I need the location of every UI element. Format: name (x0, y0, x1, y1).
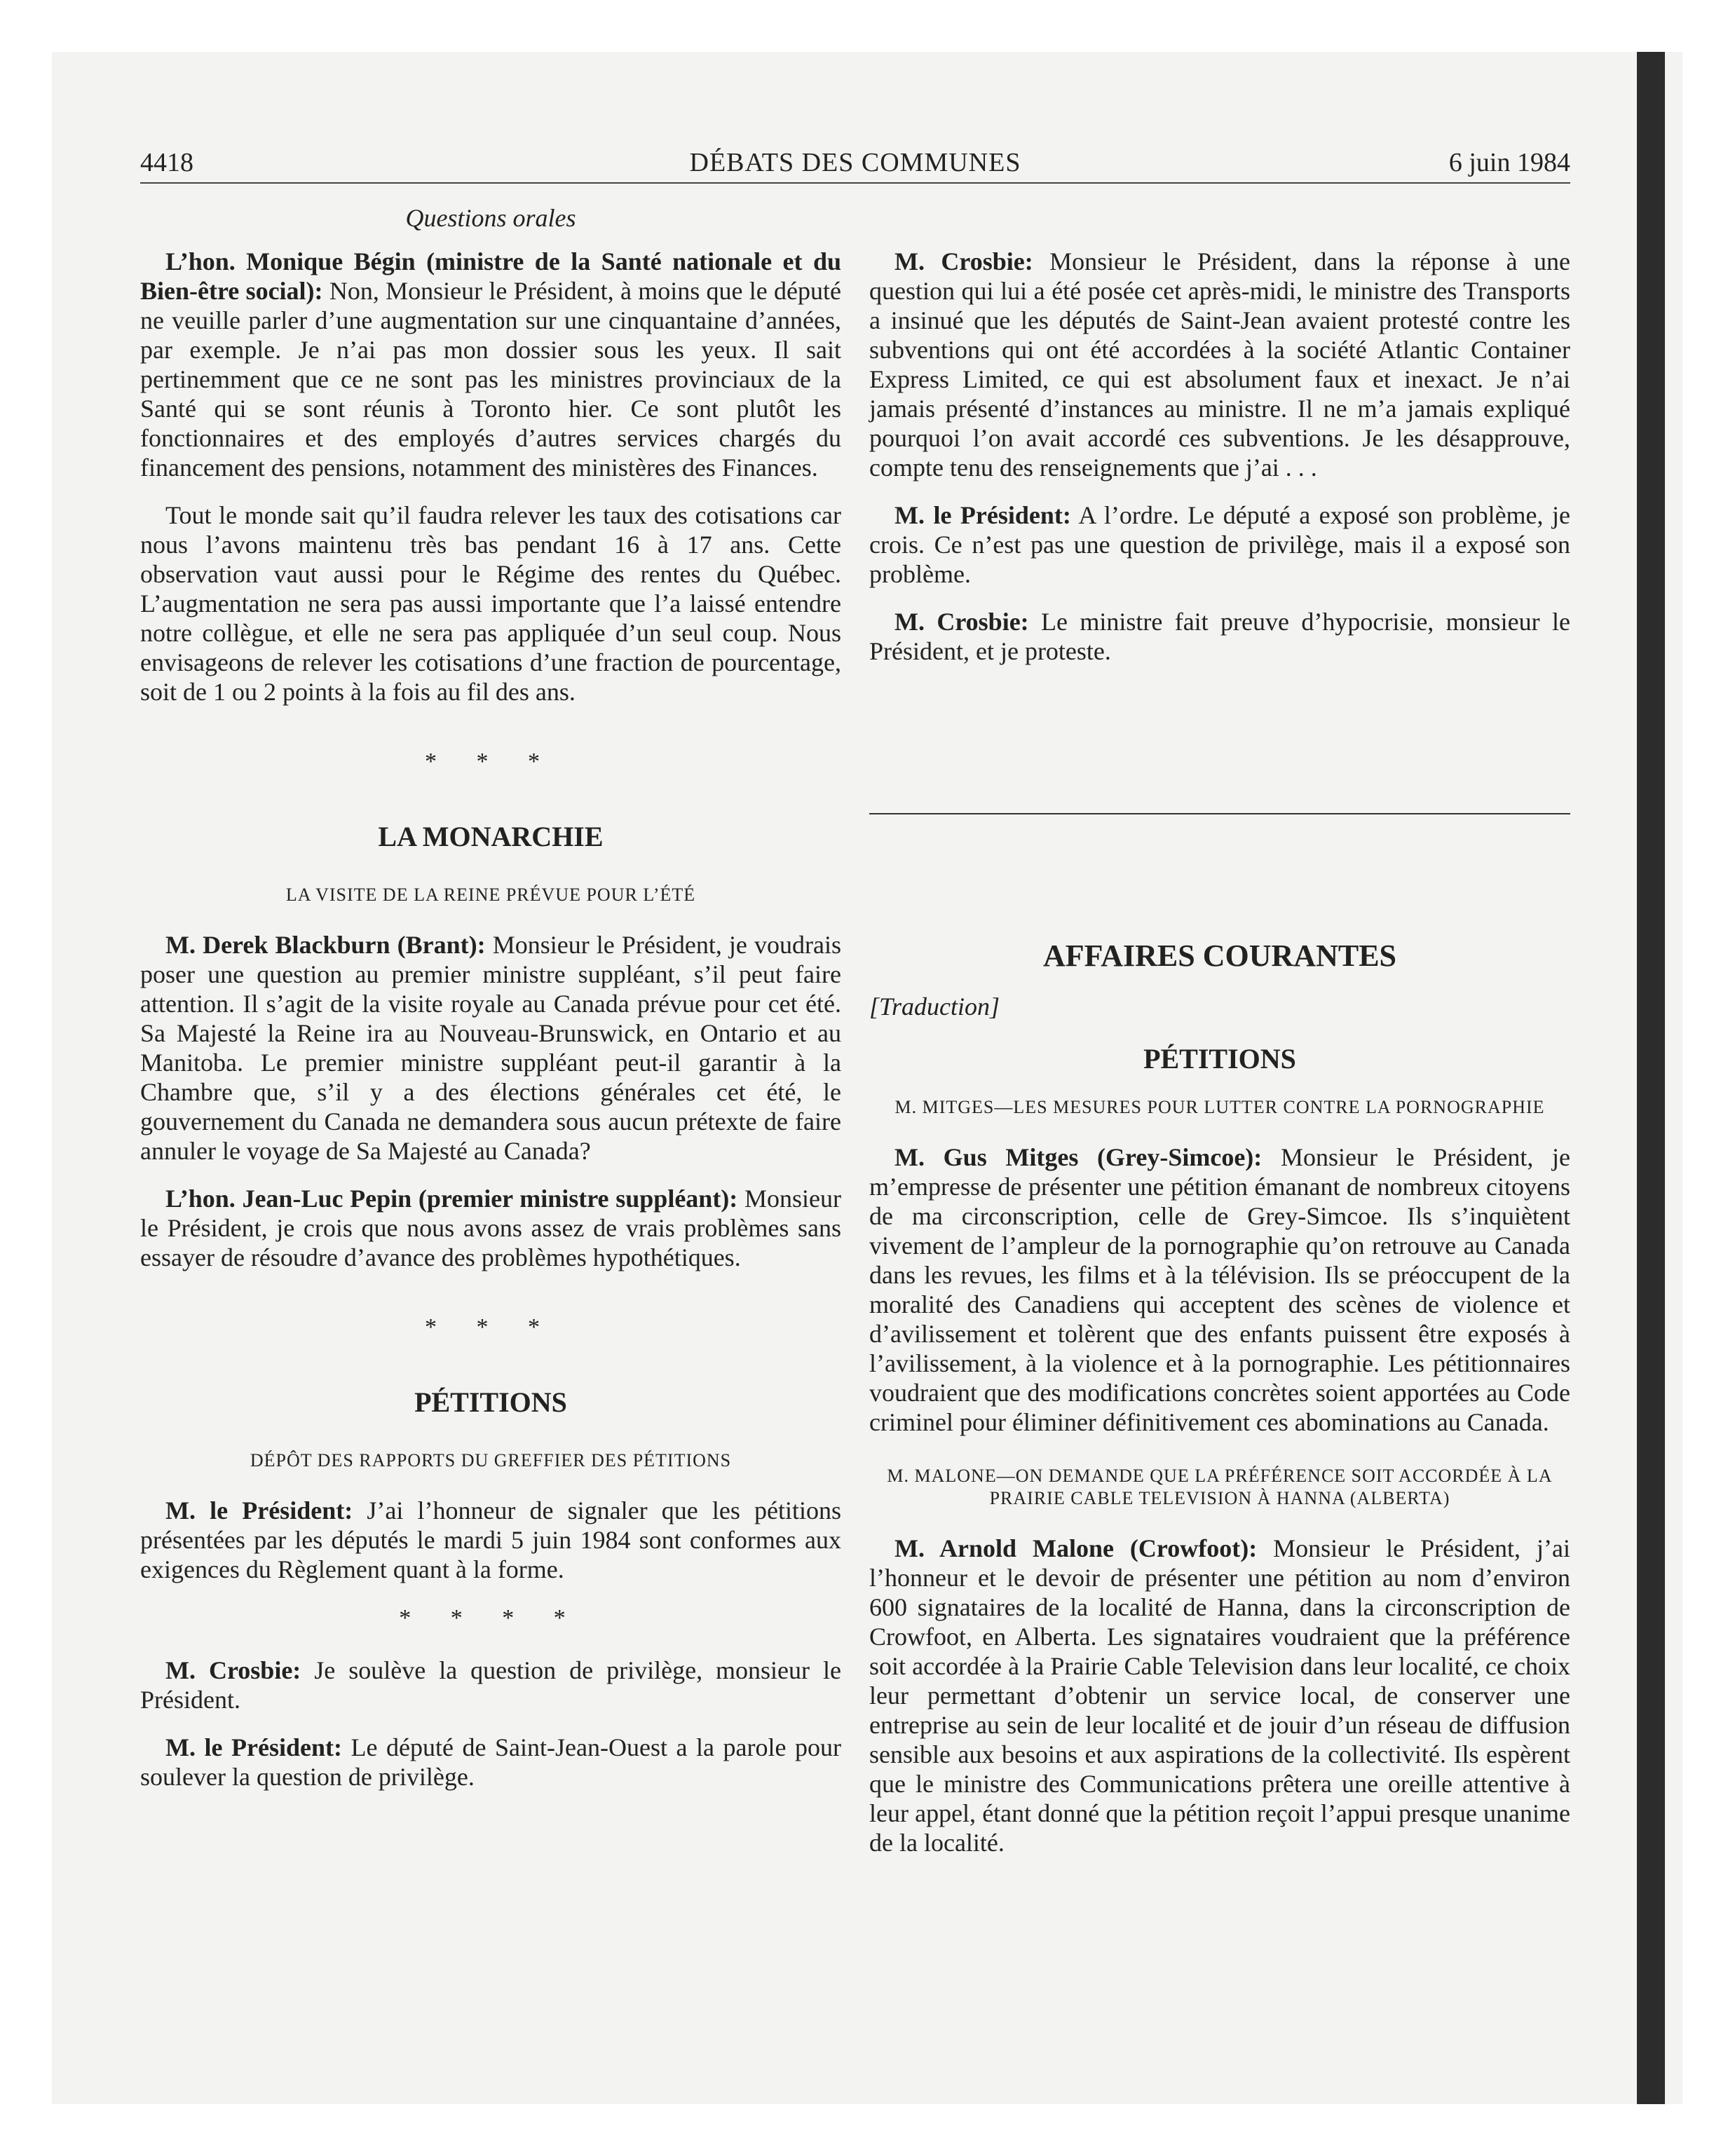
speech: Non, Monsieur le Président, à moins que le député ne veuille parler d’une augmentation sur une cinquantaine d’années, par exemple. Je n’ai pas mon dossier sous les yeux. Il sait pertinemment que ce ne sont pas les ministres provinciaux de la Santé qui se sont réunis à Toronto hier. Ce sont plutôt les fonctionnaires et des employés d’autres services chargés du financement des pensions, notamment des ministères des Finances. (140, 277, 842, 482)
section-title: Questions orales (405, 204, 576, 232)
subheading: M. MALONE—ON DEMANDE QUE LA PRÉFÉRENCE SOIT ACCORDÉE À LA PRAIRIE CABLE TELEVISION À HANNA (ALBERTA) (887, 1466, 1553, 1508)
section-separator: * * * * (399, 1605, 583, 1631)
speech: A l’ordre. Le député a exposé son problème, je crois. Ce n’est pas une question de privilège, mais il a exposé son problème. (869, 501, 1570, 588)
paragraph (869, 1534, 1570, 1857)
heading-monarchie: LA MONARCHIE (378, 821, 604, 852)
speaker: M. Gus Mitges (Grey-Simcoe): (894, 1143, 1263, 1171)
paragraph (140, 1733, 841, 1792)
section-separator: * * * (425, 749, 557, 775)
speaker: L’hon. Monique Bégin (ministre de la Santé nationale et du Bien-être social): (140, 247, 841, 305)
speech: Monsieur le Président, je voudrais poser une question au premier ministre suppléant, s’il peut faire attention. Il s’agit de la visite royale au Canada prévue pour cet été. Sa Majesté la Reine ira au Nouveau-Brunswick, en Ontario et au Manitoba. Le premier ministre suppléant peut-il garantir à la Chambre que, s’il y a des élections générales cet été, le gouvernement du Canada ne demandera sous aucun prétexte de faire annuler le voyage de Sa Majesté au Canada? (140, 931, 841, 1165)
speaker: M. Derek Blackburn (Brant): (165, 931, 486, 959)
heading-petitions: PÉTITIONS (1143, 1043, 1296, 1074)
paragraph (869, 500, 1570, 589)
speech: Monsieur le Président, je crois que nous avons assez de vrais problèmes sans essayer de résoudre d’avance des problèmes hypothétiques. (140, 1185, 841, 1271)
paragraph (140, 1184, 841, 1272)
subheading: DÉPÔT DES RAPPORTS DU GREFFIER DES PÉTITIONS (250, 1450, 732, 1471)
speaker: M. le Président: (894, 501, 1071, 529)
speaker: M. le Président: (165, 1496, 353, 1524)
speech: Monsieur le Président, je m’empresse de présenter une pétition émanant de nombreux citoyens de ma circonscription, celle de Grey-Simcoe. Ils s’inquiètent vivement de l’ampleur de la pornographie qu’on retrouve au Canada dans les revues, les films et à la télévision. Ils se préoccupent de la moralité des Canadiens qui acceptent des scènes de violence et d’avilissement et tolèrent que des enfants puissent être exposés à l’avilissement, à la violence et à la pornographie. Les pétitionnaires voudraient que des modifications concrètes soient apportées au Code criminel pour éliminer définitivement ces abominations au Canada. (869, 1143, 1571, 1436)
header-rule (140, 182, 1570, 184)
scan-edge (1637, 52, 1665, 2104)
paragraph (140, 930, 841, 1166)
speech: Monsieur le Président, j’ai l’honneur et le devoir de présenter une pétition au nom d’environ 600 signataires de la localité de Hanna, dans la circonscription de Crowfoot, en Alberta. Les signataires voudraient que la préférence soit accordée à la Prairie Cable Television dans leur localité, ce choix leur permettant d’obtenir un service local, de conserver une entreprise au sein de leur localité et de jouir d’un réseau de diffusion sensible aux besoins et aux aspirations de la collectivité. Ils espèrent que le ministre des Communications prêtera une oreille attentive à leur appel, étant donné que la pétition reçoit l’appui presque unanime de la localité. (869, 1534, 1571, 1857)
speech: Je soulève la question de privilège, monsieur le Président. (140, 1656, 841, 1714)
speaker: M. Crosbie: (894, 247, 1033, 275)
page-header (140, 147, 1570, 184)
paragraph (869, 607, 1570, 666)
page-number: 4418 (140, 148, 193, 177)
heading-affaires-courantes: AFFAIRES COURANTES (1042, 939, 1397, 973)
paragraph (869, 247, 1570, 482)
speaker: M. Arnold Malone (Crowfoot): (894, 1534, 1258, 1562)
speech: Monsieur le Président, dans la réponse à une question qui lui a été posée cet après-midi, le ministre des Transports a insinué que les députés de Saint-Jean avaient protesté contre les subventions qui ont été accordées à la société Atlantic Container Express Limited, ce qui est absolument faux et inexact. Je n’ai jamais présenté d’instances au ministre. Il ne m’a jamais expliqué pourquoi l’on avait accordé ces subventions. Je les désapprouve, compte tenu des renseignements que j’ai . . . (869, 247, 1570, 482)
left-column (140, 203, 841, 1792)
subheading: M. MITGES—LES MESURES POUR LUTTER CONTRE LA PORNOGRAPHIE (894, 1097, 1545, 1117)
speech: J’ai l’honneur de signaler que les pétitions présentées par les députés le mardi 5 juin 1984 sont conformes aux exigences du Règlement quant à la forme. (140, 1496, 842, 1583)
speaker: L’hon. Jean-Luc Pepin (premier ministre suppléant): (165, 1185, 738, 1213)
paragraph: Tout le monde sait qu’il faudra relever les taux des cotisations car nous l’avons maintenu très bas pendant 16 à 17 ans. Cette observation vaut aussi pour le Régime des rentes du Québec. L’augmentation ne sera pas aussi importante que l’a laissé entendre notre collègue, et elle ne sera pas appliquée d’un seul coup. Nous envisageons de relever les cotisations d’une fraction de pourcentage, soit de 1 ou 2 points à la fois au fil des ans. (140, 501, 841, 706)
speaker: M. Crosbie: (894, 608, 1029, 636)
section-separator: * * * (425, 1314, 557, 1340)
paragraph (140, 247, 841, 482)
paragraph (140, 1496, 841, 1584)
speech: Le ministre fait preuve d’hypocrisie, monsieur le Président, et je proteste. (869, 608, 1570, 665)
paragraph (140, 1656, 841, 1714)
paragraph (869, 1142, 1570, 1437)
speaker: M. Crosbie: (165, 1656, 301, 1684)
subheading: LA VISITE DE LA REINE PRÉVUE POUR L’ÉTÉ (285, 885, 696, 905)
heading-petitions: PÉTITIONS (414, 1386, 567, 1418)
issue-date: 6 juin 1984 (1448, 148, 1570, 177)
speech: Le député de Saint-Jean-Ouest a la parole pour soulever la question de privilège. (140, 1733, 841, 1791)
journal-title: DÉBATS DES COMMUNES (689, 148, 1021, 177)
right-column (869, 203, 1570, 1857)
speaker: M. le Président: (165, 1733, 342, 1761)
translation-note: [Traduction] (869, 992, 1000, 1021)
